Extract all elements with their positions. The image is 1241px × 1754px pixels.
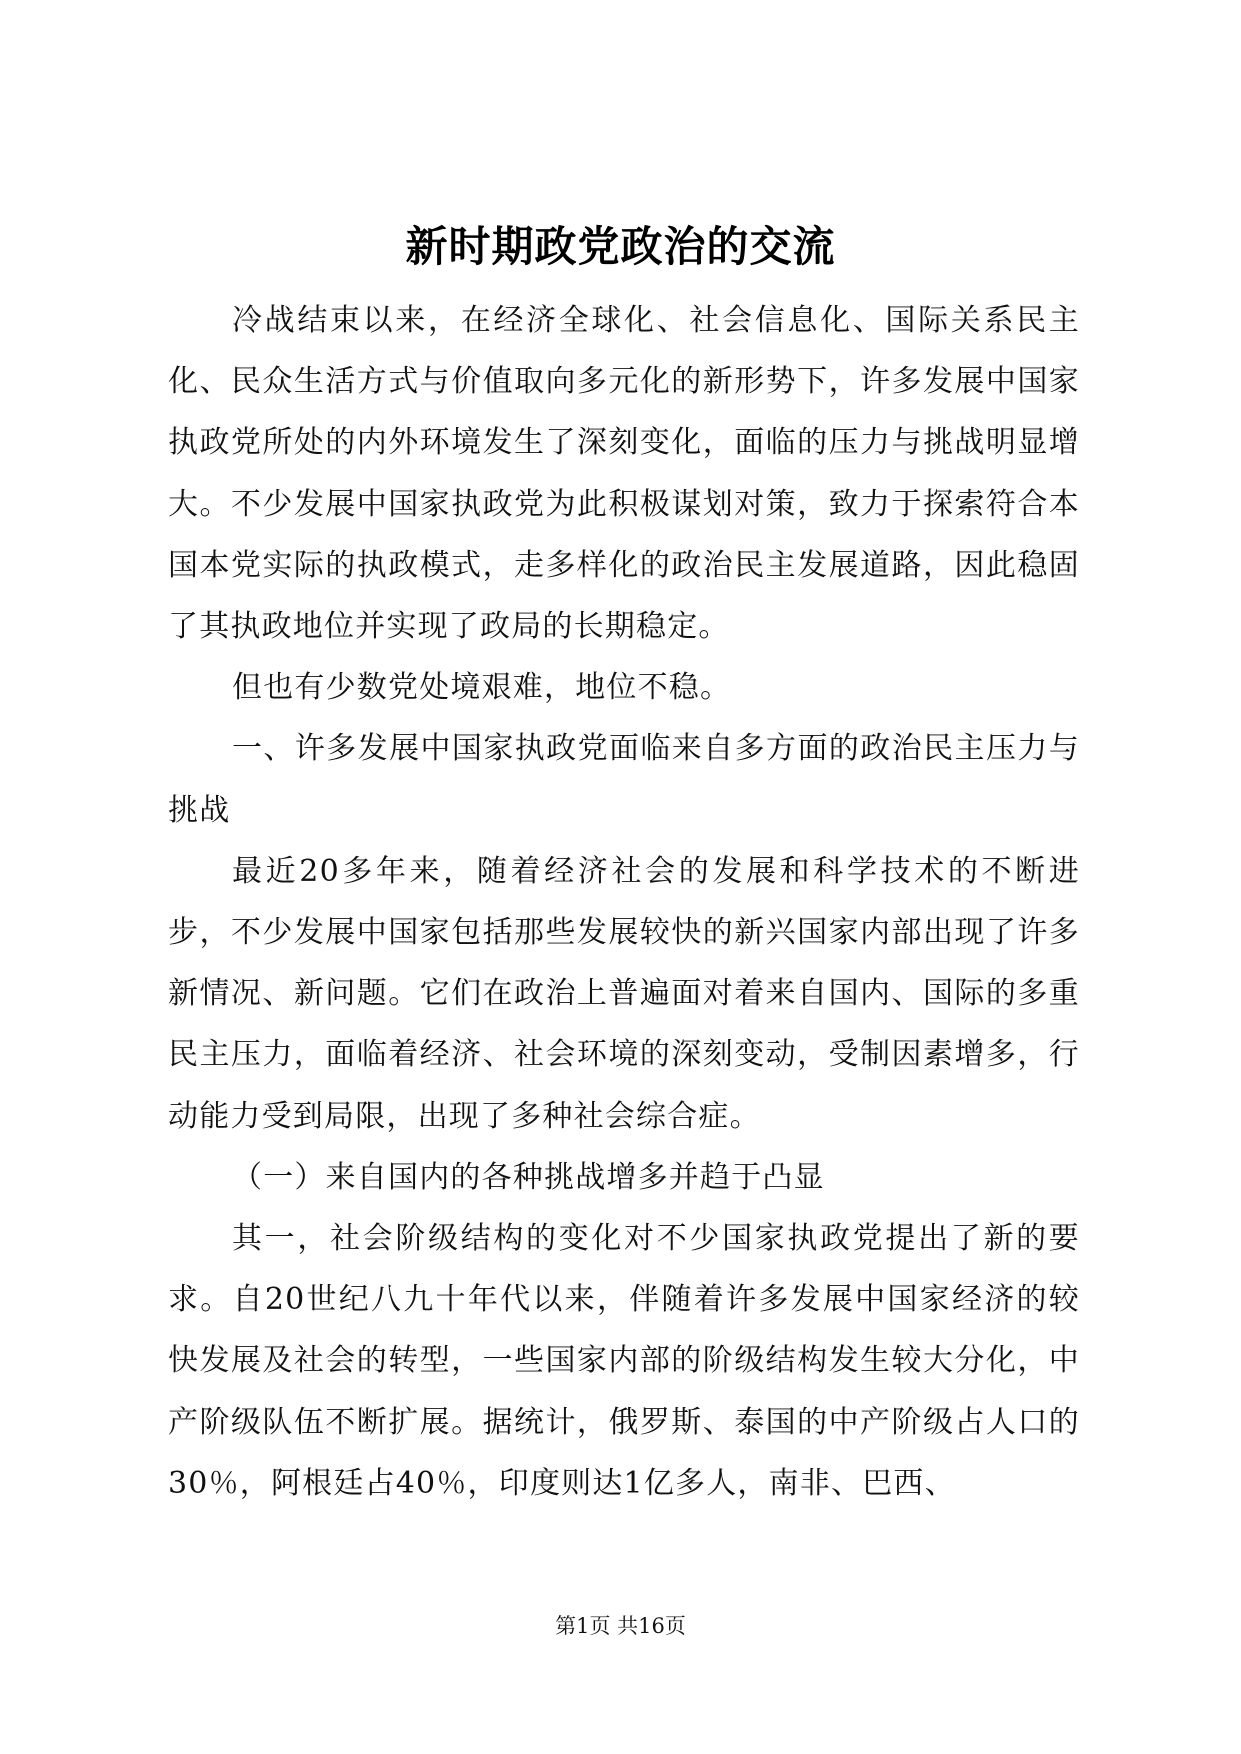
subsection-heading-1: （一）来自国内的各种挑战增多并趋于凸显 [232, 1159, 825, 1195]
document-title: 新时期政党政治的交流 [405, 222, 836, 271]
paragraph-intro: 冷战结束以来，在经济全球化、社会信息化、国际关系民主化、民众生活方式与价值取向多元化的新形势下，许多发展中国家执政党所处的内外环境发生了深刻变化，面临的压力与挑战明显增大。不少发展中国家执政党为此积极谋划对策，致力于探索符合本国本党实际的执政模式，走多样化的政治民主发展道路，因此稳固了其执政地位并实现了政局的长期稳定。 [168, 303, 1080, 645]
paragraph-class-structure: 其一，社会阶级结构的变化对不少国家执政党提出了新的要求。自20世纪八九十年代以来，伴随着许多发展中国家经济的较快发展及社会的转型，一些国家内部的阶级结构发生较大分化，中产阶级队伍不断扩展。据统计，俄罗斯、泰国的中产阶级占人口的30％，阿根廷占40％，印度则达1亿多人，南非、巴西、 [168, 1221, 1080, 1501]
paragraph-recent-decades: 最近20多年来，随着经济社会的发展和科学技术的不断进步，不少发展中国家包括那些发展较快的新兴国家内部出现了许多新情况、新问题。它们在政治上普遍面对着来自国内、国际的多重民主压力，面临着经济、社会环境的深刻变动，受制因素增多，行动能力受到局限，出现了多种社会综合症。 [168, 853, 1080, 1134]
page-footer: 第1页 共16页 [555, 1614, 686, 1638]
section-heading-1: 一、许多发展中国家执政党面临来自多方面的政治民主压力与挑战 [168, 731, 1080, 828]
document-body [168, 290, 1080, 1514]
paragraph-minority-parties: 但也有少数党处境艰难，地位不稳。 [232, 670, 732, 706]
